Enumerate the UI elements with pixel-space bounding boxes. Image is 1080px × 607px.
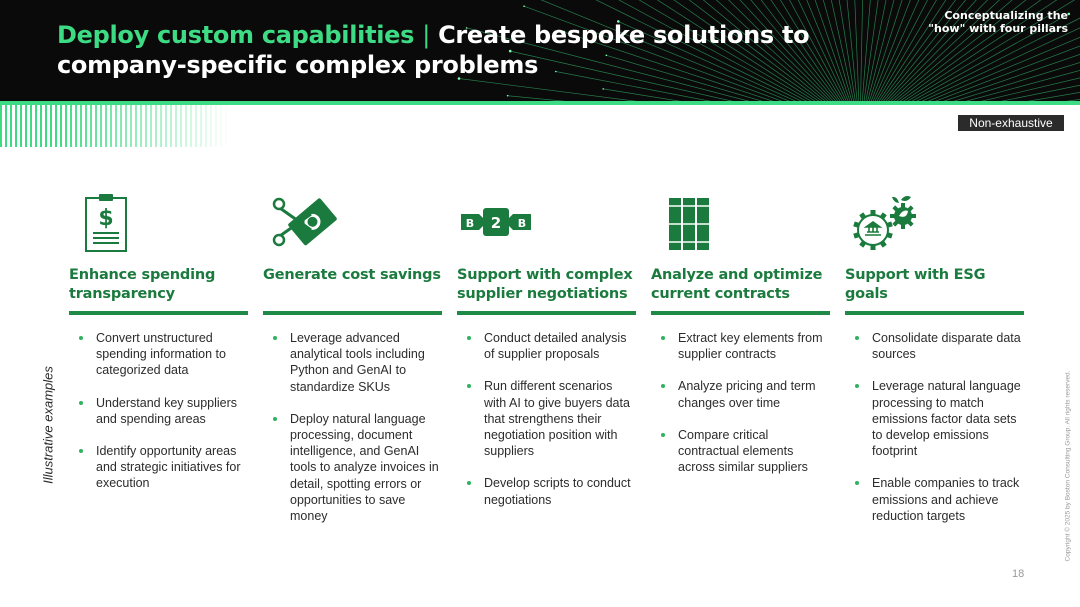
page-title xyxy=(57,20,837,80)
bullet-list xyxy=(845,330,1024,540)
header-banner xyxy=(0,0,1080,101)
esg-gears-icon xyxy=(845,190,1024,260)
list-item: Leverage natural language processing to match emissions factor data sets to develop emissions footprint xyxy=(845,378,1024,459)
pillar-title: Generate cost savings xyxy=(263,267,441,283)
pillar-rule xyxy=(263,311,442,315)
tagline-line-1: Conceptualizing the xyxy=(944,9,1068,22)
pillar-title: Support with complex supplier negotiations xyxy=(457,267,633,302)
fiber-dot xyxy=(523,5,525,7)
pillar-rule xyxy=(69,311,248,315)
tagline-line-2: "how" with four pillars xyxy=(928,22,1068,35)
decorative-stripes xyxy=(0,105,230,147)
list-item: Compare critical contractual elements across similar suppliers xyxy=(651,427,830,476)
fiber-line xyxy=(860,0,886,101)
list-item: Identify opportunity areas and strategic initiatives for execution xyxy=(69,443,248,492)
copyright-note: Copyright © 2025 by Boston Consulting Group. All rights reserved. xyxy=(1064,370,1072,562)
list-item: Run different scenarios with AI to give buyers data that strengthens their negotiation position with suppliers xyxy=(457,378,636,459)
bullet-list xyxy=(457,330,636,524)
list-item: Develop scripts to conduct negotiations xyxy=(457,475,636,507)
fiber-line xyxy=(860,65,1080,101)
bullet-list xyxy=(651,330,830,491)
b2b-handshake-icon-graphic xyxy=(459,192,533,254)
b2b-handshake-icon xyxy=(457,190,636,260)
pillar-title: Enhance spending transparency xyxy=(69,267,216,302)
side-label: Illustrative examples xyxy=(40,366,56,484)
invoice-dollar-icon xyxy=(69,190,248,260)
title-accent: Deploy custom capabilities xyxy=(57,21,415,49)
pillar-title: Support with ESG goals xyxy=(845,267,986,302)
bullet-list xyxy=(69,330,248,508)
list-item: Extract key elements from supplier contracts xyxy=(651,330,830,362)
fiber-line xyxy=(860,0,865,101)
binders-icon xyxy=(651,190,830,260)
list-item: Convert unstructured spending information to categorized data xyxy=(69,330,248,379)
binders-icon-graphic xyxy=(665,192,715,254)
pillar-rule xyxy=(845,311,1024,315)
title-main: Create bespoke solutions to company-specific complex problems xyxy=(57,21,810,79)
svg-text:$: $ xyxy=(98,206,114,231)
fiber-line xyxy=(860,29,1080,101)
list-item: Understand key suppliers and spending areas xyxy=(69,395,248,427)
page-number: 18 xyxy=(1012,568,1025,580)
bullet-list xyxy=(263,330,442,540)
pillar-rule xyxy=(457,311,636,315)
list-item: Analyze pricing and term changes over time xyxy=(651,378,830,410)
title-separator: | xyxy=(422,21,430,49)
pillar-title: Analyze and optimize current contracts xyxy=(651,267,823,302)
scissors-money-icon xyxy=(263,190,442,260)
list-item: Conduct detailed analysis of supplier proposals xyxy=(457,330,636,362)
header-tagline xyxy=(898,9,1068,35)
fiber-line xyxy=(860,64,1080,101)
invoice-dollar-icon-graphic xyxy=(83,192,133,254)
fiber-dot xyxy=(507,95,509,97)
scissors-money-icon-graphic xyxy=(271,192,337,254)
fiber-dot xyxy=(602,88,604,90)
b-letter-left: B xyxy=(465,217,475,230)
list-item: Leverage advanced analytical tools including Python and GenAI to standardize SKUs xyxy=(263,330,442,395)
list-item: Deploy natural language processing, document intelligence, and GenAI tools to analyze invoices in detail, spotting errors or opportunities to save money xyxy=(263,411,442,524)
esg-gears-icon-graphic xyxy=(847,192,923,254)
non-exhaustive-badge: Non-exhaustive xyxy=(958,115,1064,131)
b-letter-right: B xyxy=(517,217,527,230)
list-item: Enable companies to track emissions and achieve reduction targets xyxy=(845,475,1024,524)
two-numeral: 2 xyxy=(490,214,502,232)
pillar-rule xyxy=(651,311,830,315)
list-item: Consolidate disparate data sources xyxy=(845,330,1024,362)
